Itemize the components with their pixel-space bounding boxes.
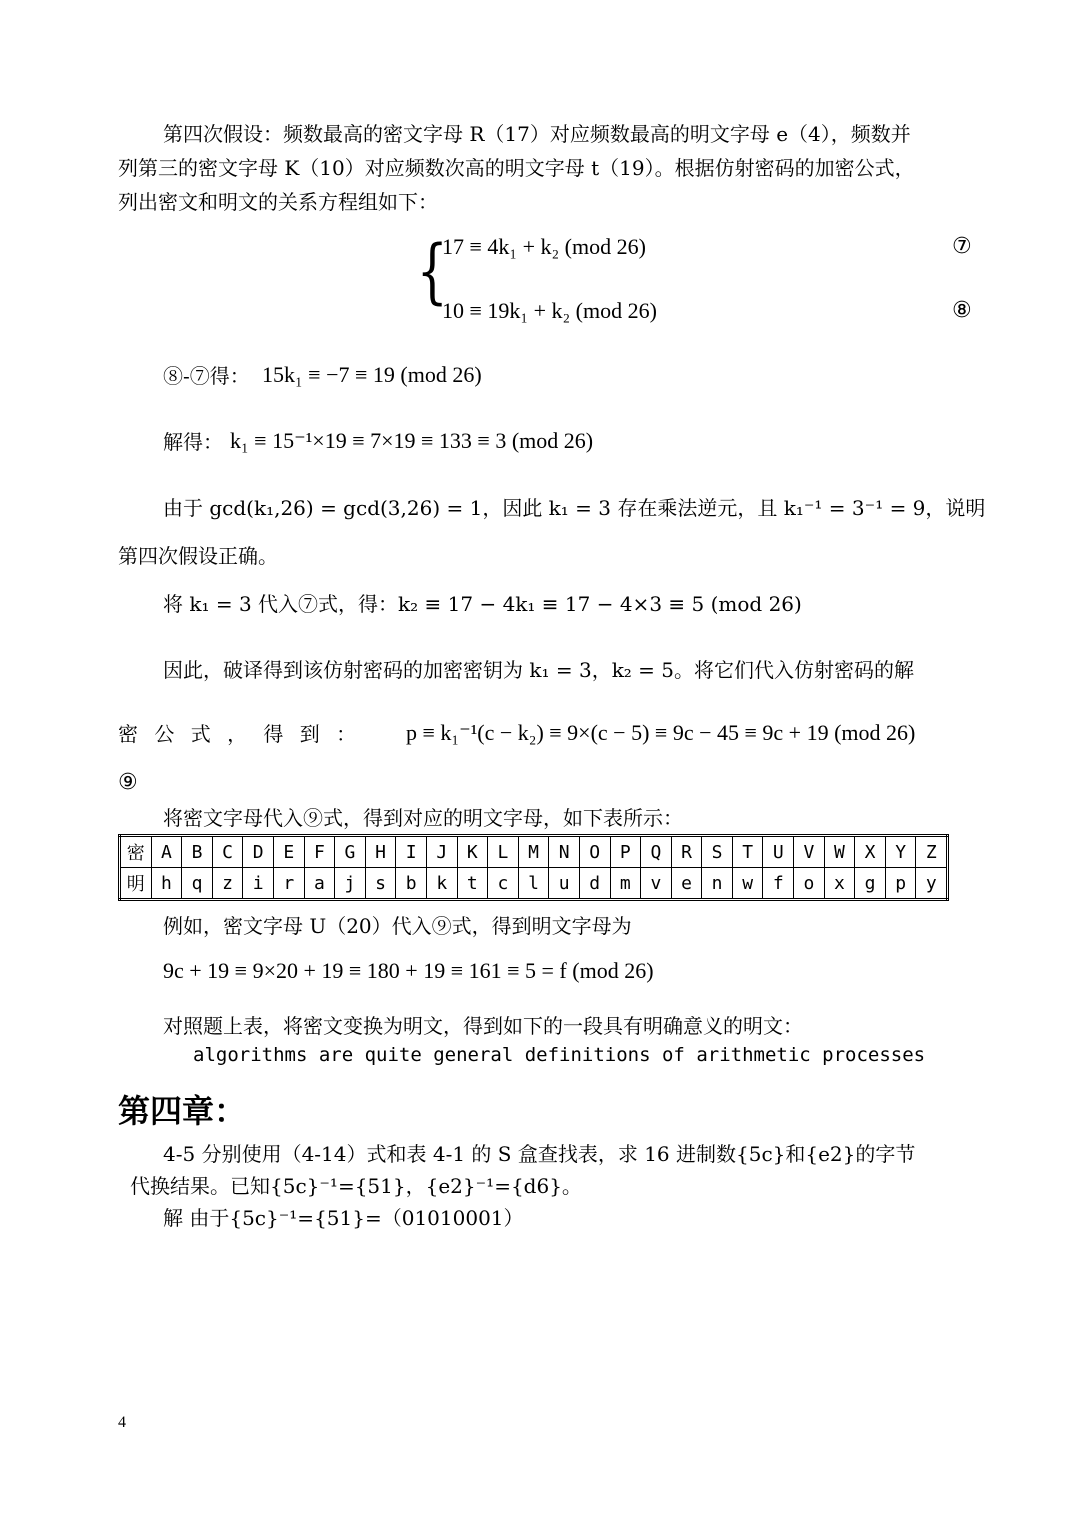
plain-cell: c	[488, 868, 519, 900]
plain-cell: k	[426, 868, 457, 900]
step1-equation: 15k₁ ≡ −7 ≡ 19 (mod 26)	[262, 362, 482, 387]
plain-cell: s	[365, 868, 396, 900]
para1-line3: 列出密文和明文的关系方程组如下：	[118, 190, 438, 214]
plain-cell: d	[579, 868, 610, 900]
plain-cell: v	[641, 868, 672, 900]
cipher-cell: M	[518, 836, 549, 868]
cipher-cell: C	[212, 836, 243, 868]
plain-cell: h	[151, 868, 182, 900]
cipher-cell: T	[732, 836, 763, 868]
cipher-cell: B	[182, 836, 213, 868]
cipher-cell: E	[273, 836, 304, 868]
cipher-cell: V	[794, 836, 825, 868]
cipher-cell: Y	[885, 836, 916, 868]
step6-equation: p ≡ k₁⁻¹(c − k₂) ≡ 9×(c − 5) ≡ 9c − 45 ≡ 9c + 19 (mod 26)	[406, 720, 916, 745]
plain-cell: r	[273, 868, 304, 900]
plain-cell: y	[916, 868, 948, 900]
system-eq1: 17 ≡ 4k₁ + k₂ (mod 26)	[442, 234, 646, 259]
cipher-cell: J	[426, 836, 457, 868]
plain-cell: j	[335, 868, 366, 900]
cipher-cell: U	[763, 836, 794, 868]
system-eq2-number: ⑧	[952, 298, 972, 323]
plain-cell: a	[304, 868, 335, 900]
example-equation: 9c + 19 ≡ 9×20 + 19 ≡ 180 + 19 ≡ 161 ≡ 5 = f (mod 26)	[163, 958, 654, 983]
plain-cell: w	[732, 868, 763, 900]
cipher-cell: Q	[641, 836, 672, 868]
plain-row	[120, 868, 948, 900]
plain-cell: p	[885, 868, 916, 900]
cipher-cell: X	[855, 836, 886, 868]
cipher-cell: L	[488, 836, 519, 868]
cipher-cell: P	[610, 836, 641, 868]
system-eq2: 10 ≡ 19k₁ + k₂ (mod 26)	[442, 298, 657, 323]
problem-line1: 4-5 分别使用（4-14）式和表 4-1 的 S 盒查找表，求 16 进制数{5c}和{e2}的字节	[163, 1142, 916, 1166]
step6-number: ⑨	[118, 770, 138, 795]
para1-line1: 第四次假设：频数最高的密文字母 R（17）对应频数最高的明文字母 e（4），频数并	[163, 122, 911, 146]
para1-line2: 列第三的密文字母 K（10）对应频数次高的明文字母 t（19）。根据仿射密码的加密公式，	[118, 156, 915, 180]
plain-cell: t	[457, 868, 488, 900]
cipher-cell: N	[549, 836, 580, 868]
plain-cell: z	[212, 868, 243, 900]
step5: 因此，破译得到该仿射密码的加密密钥为 k₁ = 3，k₂ = 5。将它们代入仿射密码的解	[163, 658, 915, 682]
cipher-cell: I	[396, 836, 427, 868]
plain-row-label: 明	[120, 868, 152, 900]
step1-label: ⑧-⑦得：	[163, 364, 250, 388]
problem-line3: 解 由于{5c}⁻¹={51}=（01010001）	[163, 1206, 524, 1230]
plain-cell: n	[702, 868, 733, 900]
plain-cell: f	[763, 868, 794, 900]
step4: 将 k₁ = 3 代入⑦式，得：k₂ ≡ 17 − 4k₁ ≡ 17 − 4×3 ≡ 5 (mod 26)	[163, 592, 802, 616]
step3-line2: 第四次假设正确。	[118, 544, 278, 568]
cipher-cell: A	[151, 836, 182, 868]
cipher-cell: O	[579, 836, 610, 868]
system-eq1-number: ⑦	[952, 234, 972, 259]
step3-line1: 由于 gcd(k₁,26) = gcd(3,26) = 1，因此 k₁ = 3 存在乘法逆元，且 k₁⁻¹ = 3⁻¹ = 9，说明	[163, 496, 986, 520]
cipher-cell: Z	[916, 836, 948, 868]
chapter-heading: 第四章：	[118, 1092, 247, 1130]
cipher-plain-table	[118, 834, 949, 901]
plaintext: algorithms are quite general definitions of arithmetic processes	[193, 1044, 926, 1066]
page-number: 4	[118, 1414, 126, 1431]
example-line1: 例如，密文字母 U（20）代入⑨式，得到明文字母为	[163, 914, 632, 938]
plain-cell: l	[518, 868, 549, 900]
cipher-cell: R	[671, 836, 702, 868]
cipher-row-label: 密	[120, 836, 152, 868]
plain-cell: e	[671, 868, 702, 900]
plain-cell: i	[243, 868, 274, 900]
table-intro: 将密文字母代入⑨式，得到对应的明文字母，如下表所示：	[163, 806, 683, 830]
plain-cell: o	[794, 868, 825, 900]
plain-cell: m	[610, 868, 641, 900]
cipher-cell: H	[365, 836, 396, 868]
cipher-cell: K	[457, 836, 488, 868]
cipher-cell: D	[243, 836, 274, 868]
cipher-cell: F	[304, 836, 335, 868]
cipher-cell: W	[824, 836, 855, 868]
conclusion: 对照题上表，将密文变换为明文，得到如下的一段具有明确意义的明文：	[163, 1014, 803, 1038]
plain-cell: x	[824, 868, 855, 900]
cipher-cell: G	[335, 836, 366, 868]
system-brace: {	[416, 230, 448, 312]
cipher-cell: S	[702, 836, 733, 868]
plain-cell: b	[396, 868, 427, 900]
cipher-row	[120, 836, 948, 868]
plain-cell: u	[549, 868, 580, 900]
step2-equation: k₁ ≡ 15⁻¹×19 ≡ 7×19 ≡ 133 ≡ 3 (mod 26)	[230, 428, 594, 453]
step6-label: 密 公 式 ， 得 到 ：	[118, 722, 357, 746]
plain-cell: g	[855, 868, 886, 900]
step2-label: 解得：	[163, 430, 223, 454]
problem-line2: 代换结果。已知{5c}⁻¹={51}，{e2}⁻¹={d6}。	[130, 1174, 582, 1198]
plain-cell: q	[182, 868, 213, 900]
